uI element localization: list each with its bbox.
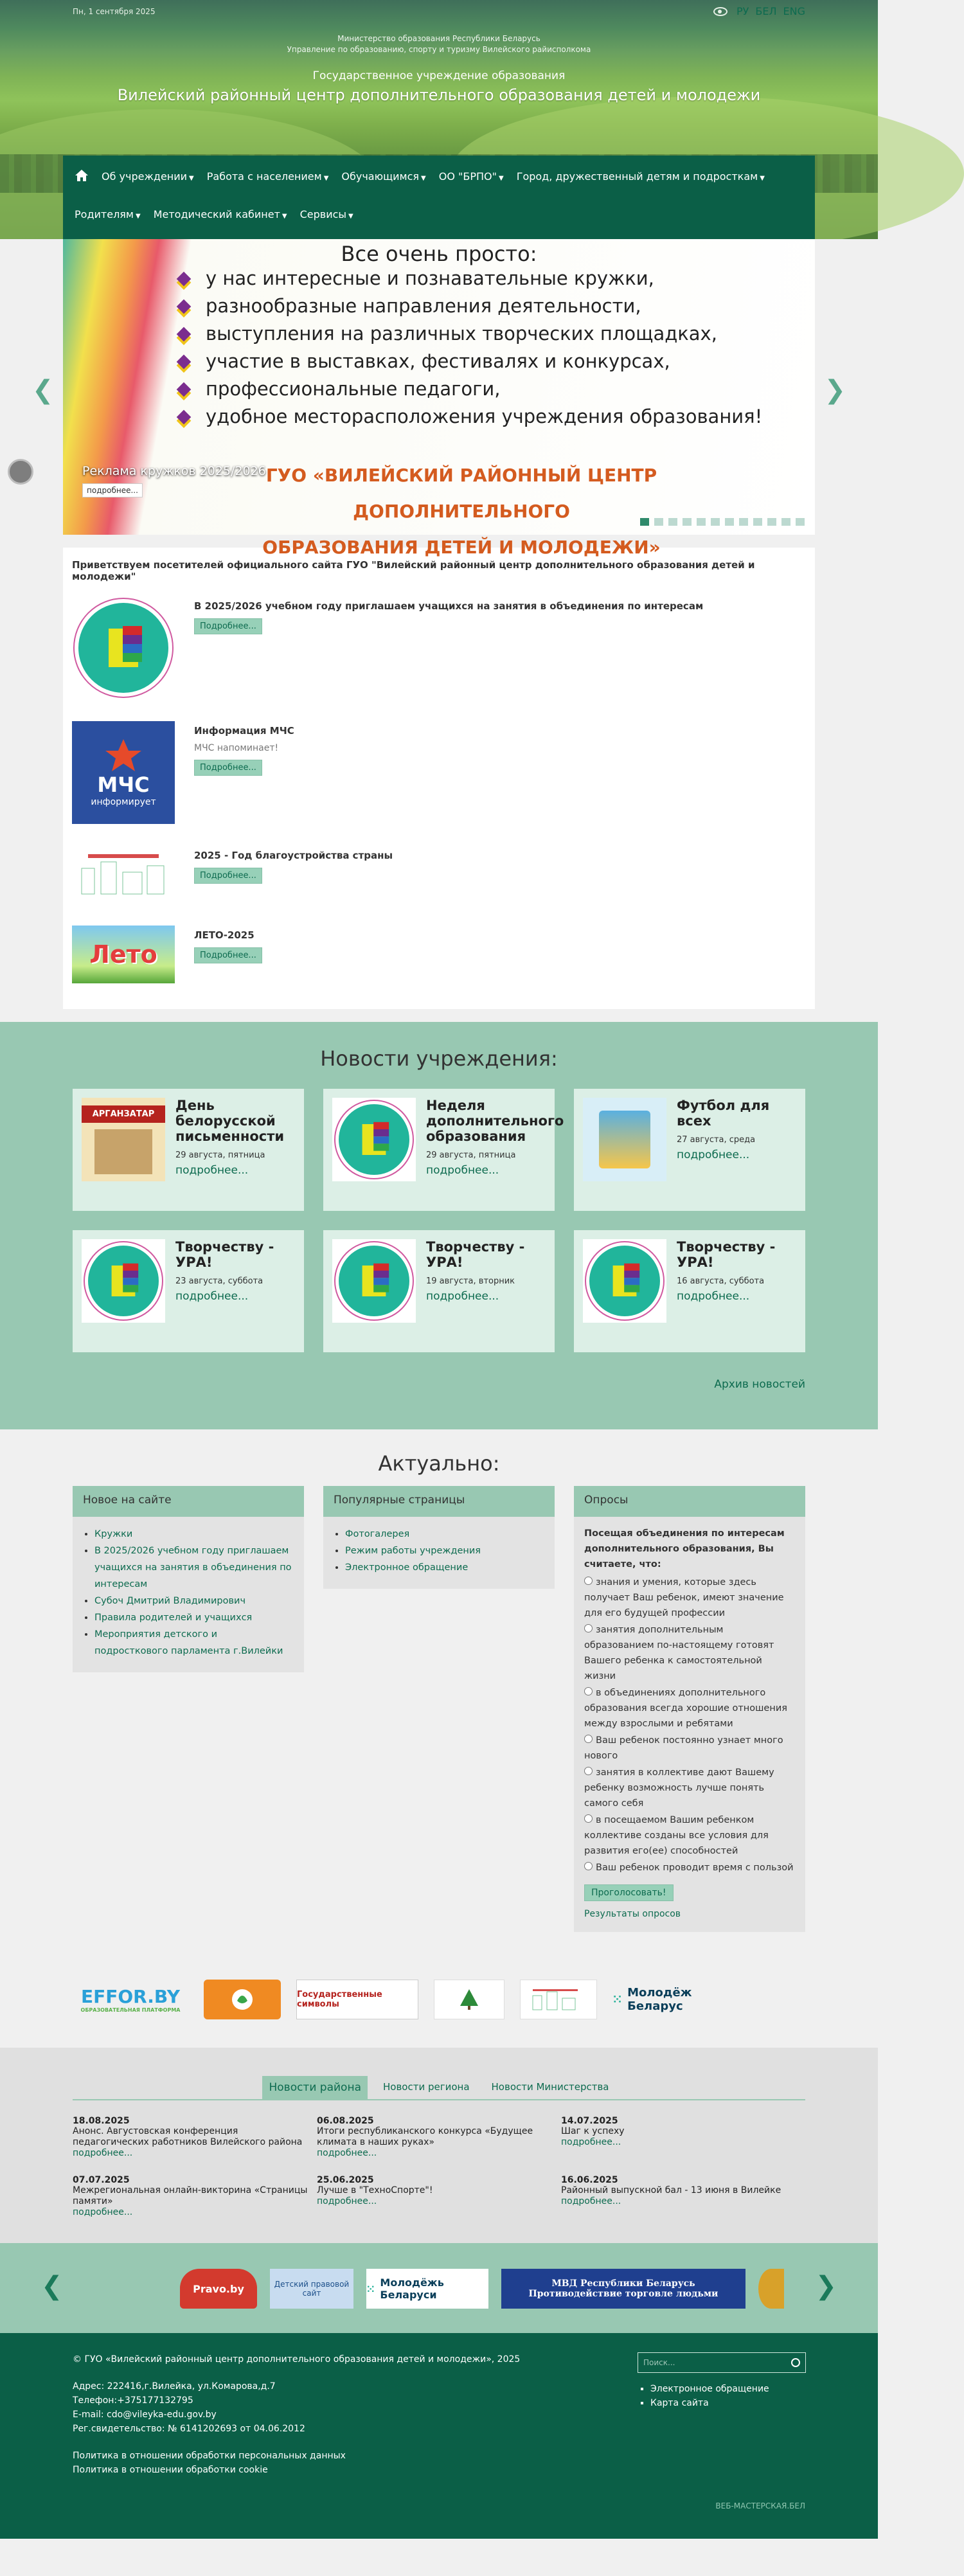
chevron-down-icon: ▼ xyxy=(421,175,426,182)
news-title[interactable]: Творчеству - УРА! xyxy=(677,1239,776,1270)
new-link[interactable]: В 2025/2026 учебном году приглашаем учащихся на занятия в объединения по интересам xyxy=(94,1546,292,1589)
news-image[interactable] xyxy=(332,1098,416,1181)
actual-title: Актуально: xyxy=(378,1451,500,1476)
youth-banner[interactable] xyxy=(366,2269,488,2309)
mvd-banner[interactable] xyxy=(501,2269,745,2309)
popular-link[interactable]: Фотогалерея xyxy=(345,1529,410,1539)
news-more-link[interactable]: подробнее... xyxy=(677,1149,750,1161)
summer-image[interactable] xyxy=(72,926,175,983)
footer-reg: Рег.свидетельство: № 6141202693 от 04.06.2012 xyxy=(73,2424,305,2434)
youth-banner-text: Молодёжь Беларуси xyxy=(380,2276,444,2301)
news-image-banner: АРГАНЗАТАР xyxy=(82,1105,165,1123)
nav-parents[interactable] xyxy=(68,208,147,220)
more-button[interactable]: Подробнее... xyxy=(194,947,262,963)
slide-heading: Все очень просто: xyxy=(341,242,537,266)
slide-more-button[interactable]: подробнее... xyxy=(82,483,143,497)
poll-option[interactable] xyxy=(584,1622,795,1684)
state-symbols-logo[interactable] xyxy=(296,1980,418,2019)
nav-label: Работа с населением xyxy=(206,170,322,183)
hero-slider xyxy=(0,239,878,558)
nav-label: Сервисы xyxy=(299,208,347,220)
chevron-right-icon[interactable]: ❯ xyxy=(824,375,846,405)
bullet-text: профессиональные педагоги, xyxy=(206,378,501,400)
home-icon xyxy=(75,169,89,182)
region-news-item xyxy=(317,2116,561,2158)
region-news-more[interactable]: подробнее... xyxy=(561,2137,621,2147)
slide-bullets xyxy=(179,265,762,431)
region-news-item xyxy=(561,2175,805,2217)
news-section xyxy=(0,1022,878,1429)
panel-heading: Опросы xyxy=(574,1486,805,1517)
news-date: 27 августа, среда xyxy=(677,1135,756,1145)
lang-en[interactable]: ENG xyxy=(783,5,805,17)
slider-dot[interactable] xyxy=(668,518,677,526)
site-title[interactable]: Вилейский районный центр дополнительного образования детей и молодежи xyxy=(117,86,761,104)
effor-logo-subtext: ОБРАЗОВАТЕЛЬНАЯ ПЛАТФОРМА xyxy=(80,2007,181,2013)
chevron-right-icon[interactable]: ❯ xyxy=(815,2271,837,2301)
nav-services[interactable] xyxy=(294,208,360,220)
more-button[interactable]: Подробнее... xyxy=(194,868,262,884)
studio-credit[interactable]: ВЕБ-МАСТЕРСКАЯ.БЕЛ xyxy=(715,2501,805,2510)
banner-carousel xyxy=(0,2243,878,2333)
bullet-icon xyxy=(177,299,192,314)
poll-radio[interactable] xyxy=(584,1814,593,1823)
pravo-banner[interactable] xyxy=(180,2269,257,2309)
news-title[interactable]: День белорусской письменности xyxy=(175,1098,285,1144)
edu-portal-logo[interactable] xyxy=(204,1980,281,2019)
privacy-policy-link[interactable]: Политика в отношении обработки персональных данных xyxy=(73,2451,346,2461)
lang-ru[interactable]: РУ xyxy=(736,5,749,17)
actual-section xyxy=(0,1429,878,2048)
bullet-icon xyxy=(177,382,192,397)
green-logo[interactable] xyxy=(434,1980,504,2019)
year-logo-image[interactable] xyxy=(72,846,175,904)
slide-bullet xyxy=(179,320,762,348)
kids-law-banner-text: Детский правовой сайт xyxy=(274,2280,350,2298)
nav-label: Родителям xyxy=(75,208,134,220)
bullet-text: участие в выставках, фестивалях и конкурсах, xyxy=(206,350,670,372)
region-news-date: 25.06.2025 xyxy=(317,2175,374,2185)
news-more-link[interactable]: подробнее... xyxy=(175,1164,249,1177)
nav-label: ОО "БРПО" xyxy=(438,170,497,183)
footer-email[interactable]: E-mail: cdo@vileyka-edu.gov.by xyxy=(73,2410,217,2420)
poll-option[interactable] xyxy=(584,1575,795,1621)
welcome-item xyxy=(72,596,806,699)
new-link[interactable]: Кружки xyxy=(94,1529,133,1539)
slider-dot[interactable] xyxy=(767,518,776,526)
new-on-site-panel xyxy=(73,1486,304,1932)
slide-org xyxy=(217,458,706,566)
poll-option-text: занятия дополнительным образованием по-настоящему готовят Вашего ребенка к самостоятельной жизни xyxy=(584,1625,774,1681)
chevron-down-icon: ▼ xyxy=(323,175,329,182)
mchs-text: МЧС xyxy=(97,773,150,797)
nav-home[interactable] xyxy=(68,169,95,184)
popular-link[interactable]: Режим работы учреждения xyxy=(345,1546,481,1556)
region-news-more[interactable]: подробнее... xyxy=(317,2196,377,2206)
book-icon xyxy=(607,1260,643,1301)
tree-icon xyxy=(456,1987,482,2012)
welcome-item-title[interactable]: ЛЕТО-2025 xyxy=(194,929,254,941)
news-card[interactable] xyxy=(73,1230,304,1352)
slide-bullet xyxy=(179,348,762,375)
bullet-icon xyxy=(177,409,192,424)
slide-bullet xyxy=(179,403,762,431)
news-date: 29 августа, пятница xyxy=(175,1150,265,1160)
news-card[interactable] xyxy=(574,1089,805,1211)
region-news-item xyxy=(73,2175,317,2217)
region-news-date: 14.07.2025 xyxy=(561,2116,618,2126)
region-news-more[interactable]: подробнее... xyxy=(73,2207,133,2217)
news-image[interactable] xyxy=(583,1239,666,1323)
new-link[interactable]: Субоч Дмитрий Владимирович xyxy=(94,1596,246,1606)
nav-label: Методический кабинет xyxy=(153,208,280,220)
region-news-date: 16.06.2025 xyxy=(561,2175,618,2185)
news-date: 29 августа, пятница xyxy=(426,1150,516,1160)
poll-option-text: Ваш ребенок постоянно узнает много нового xyxy=(584,1735,783,1761)
slider-dot[interactable] xyxy=(697,518,706,526)
news-tabs xyxy=(73,2076,805,2100)
slide-bullet xyxy=(179,265,762,292)
region-news-section xyxy=(0,2048,878,2243)
poll-option-text: Ваш ребенок проводит время с пользой xyxy=(596,1863,794,1873)
bullet-icon xyxy=(177,354,192,369)
news-title[interactable]: Футбол для всех xyxy=(677,1098,770,1129)
city-drawing-icon xyxy=(526,1987,591,2012)
poll-option[interactable] xyxy=(584,1812,795,1859)
leaf-icon xyxy=(229,1987,255,2012)
low-vision-icon[interactable] xyxy=(713,7,727,16)
slider-dot[interactable] xyxy=(654,518,663,526)
new-link[interactable]: Правила родителей и учащихся xyxy=(94,1613,253,1623)
main-nav xyxy=(63,156,815,239)
footer-phone[interactable]: Телефон:+375177132795 xyxy=(73,2395,193,2406)
region-news-title[interactable]: Районный выпускной бал - 13 июня в Вилейке xyxy=(561,2185,781,2196)
news-more-link[interactable]: подробнее... xyxy=(426,1290,499,1303)
region-news-title[interactable]: Итоги республиканского конкурса «Будущее климата в наших руках» xyxy=(317,2126,533,2147)
slider-dot[interactable] xyxy=(725,518,734,526)
e-appeal-link[interactable]: Электронное обращение xyxy=(650,2384,769,2394)
center-logo-image[interactable] xyxy=(72,596,175,699)
region-news-title[interactable]: Лучше в "ТехноСпорте"! xyxy=(317,2185,433,2196)
chevron-down-icon: ▼ xyxy=(135,212,141,220)
summer-text: Лето xyxy=(89,940,157,969)
news-archive-link[interactable]: Архив новостей xyxy=(714,1378,805,1391)
region-news-date: 07.07.2025 xyxy=(73,2175,130,2185)
lang-be[interactable]: БЕЛ xyxy=(755,5,777,17)
nav-population[interactable] xyxy=(201,170,335,183)
bullet-text: у нас интересные и познавательные кружки, xyxy=(206,267,654,289)
news-card[interactable] xyxy=(323,1089,564,1211)
news-more-link[interactable]: подробнее... xyxy=(175,1290,249,1303)
slider-dot[interactable] xyxy=(739,518,748,526)
slide-bullet xyxy=(179,292,762,320)
region-news-item xyxy=(317,2175,561,2217)
bullet-icon xyxy=(177,326,192,341)
poll-radio[interactable] xyxy=(584,1862,593,1870)
region-news-title[interactable]: Анонс. Августовская конференция педагогических работников Вилейского района xyxy=(73,2126,303,2147)
partner-logos xyxy=(73,1977,805,2022)
poll-results-link[interactable]: Результаты опросов xyxy=(584,1909,681,1919)
footer-address: Адрес: 222416,г.Вилейка, ул.Комарова,д.7 xyxy=(73,2381,276,2392)
nav-about[interactable] xyxy=(95,170,201,183)
mvd-banner-title: МВД Республики Беларусь xyxy=(551,2278,695,2289)
region-news-more[interactable]: подробнее... xyxy=(73,2148,133,2158)
region-news-title[interactable]: Шаг к успеху xyxy=(561,2126,625,2136)
poll-radio[interactable] xyxy=(584,1767,593,1775)
news-image[interactable] xyxy=(82,1239,165,1323)
slide-org-line-1: ГУО «ВИЛЕЙСКИЙ РАЙОННЫЙ ЦЕНТР ДОПОЛНИТЕЛЬНОГО xyxy=(265,465,657,522)
tab-ministry-news[interactable]: Новости Министерства xyxy=(491,2081,609,2093)
slide[interactable] xyxy=(63,239,815,558)
welcome-item xyxy=(72,926,806,983)
nav-label: Об учреждении xyxy=(102,170,188,183)
nav-label: Обучающимся xyxy=(341,170,420,183)
tab-region-news[interactable]: Новости региона xyxy=(382,2081,470,2093)
chevron-down-icon: ▼ xyxy=(189,175,194,182)
panel-heading: Популярные страницы xyxy=(323,1486,555,1517)
slider-dot[interactable] xyxy=(753,518,762,526)
book-icon xyxy=(101,622,146,674)
ministry-line-1: Министерство образования Республики Беларусь xyxy=(337,34,540,43)
ministry-line-2: Управление по образованию, спорту и туризму Вилейского райисполкома xyxy=(287,45,591,54)
popular-link[interactable]: Электронное обращение xyxy=(345,1562,469,1573)
news-more-link[interactable]: подробнее... xyxy=(426,1164,499,1177)
search-icon[interactable] xyxy=(791,2358,800,2367)
mchs-emblem-icon xyxy=(104,738,143,773)
poll-panel xyxy=(574,1486,805,1932)
poll-option-text: знания и умения, которые здесь получает Ваш ребенок, имеют значение для его будущей профессии xyxy=(584,1577,784,1618)
chevron-down-icon: ▼ xyxy=(281,212,287,220)
search-placeholder: Поиск... xyxy=(643,2358,675,2367)
nav-method[interactable] xyxy=(147,208,294,220)
poll-option[interactable] xyxy=(584,1733,795,1764)
effor-logo[interactable] xyxy=(73,1980,188,2019)
dots-icon: ⁙ xyxy=(366,2282,375,2295)
news-title[interactable]: Неделя дополнительного образования xyxy=(426,1098,564,1144)
more-button[interactable]: Подробнее... xyxy=(194,618,262,634)
copyright: © ГУО «Вилейский районный центр дополнительного образования детей и молодежи», 2025 xyxy=(73,2354,521,2365)
news-image[interactable] xyxy=(583,1098,666,1181)
welcome-section xyxy=(0,535,878,1022)
poll-option[interactable] xyxy=(584,1685,795,1731)
sitemap-link[interactable]: Карта сайта xyxy=(650,2398,709,2408)
news-title[interactable]: Творчеству - УРА! xyxy=(426,1239,525,1270)
partial-banner[interactable] xyxy=(758,2269,784,2309)
cookie-policy-link[interactable]: Политика в отношении обработки cookie xyxy=(73,2465,268,2475)
bullet-text: выступления на различных творческих площадках, xyxy=(206,323,717,344)
site-footer xyxy=(0,2333,878,2539)
news-image-books xyxy=(94,1129,152,1174)
poll-question: Посещая объединения по интересам дополнительного образования, Вы считаете, что: xyxy=(584,1528,785,1570)
poll-radio[interactable] xyxy=(584,1735,593,1743)
region-news-more[interactable]: подробнее... xyxy=(561,2196,621,2206)
welcome-item-text: МЧС напоминает! xyxy=(194,743,279,753)
nav-students[interactable] xyxy=(335,170,432,183)
more-button[interactable]: Подробнее... xyxy=(194,760,262,776)
tab-district-news[interactable]: Новости района xyxy=(262,2076,368,2099)
poll-radio[interactable] xyxy=(584,1577,593,1585)
poll-radio[interactable] xyxy=(584,1624,593,1632)
site-header xyxy=(0,0,878,239)
book-icon xyxy=(356,1119,392,1160)
youth-logo-text: Молодёж Беларус xyxy=(627,1986,692,2013)
poll-option[interactable] xyxy=(584,1765,795,1811)
kids-law-banner[interactable] xyxy=(270,2269,353,2309)
region-news-date: 06.08.2025 xyxy=(317,2116,374,2126)
region-news-title[interactable]: Межрегиональная онлайн-викторина «Страницы памяти» xyxy=(73,2185,308,2206)
mchs-image[interactable] xyxy=(72,721,175,824)
welcome-item-title[interactable]: В 2025/2026 учебном году приглашаем учащихся на занятия в объединения по интересам xyxy=(194,600,704,612)
news-date: 16 августа, суббота xyxy=(677,1276,765,1286)
current-date: Пн, 1 сентября 2025 xyxy=(73,7,156,16)
dots-icon: ⁙ xyxy=(612,1992,623,2007)
slider-dot[interactable] xyxy=(711,518,720,526)
news-image[interactable] xyxy=(332,1239,416,1323)
chevron-down-icon: ▼ xyxy=(498,175,504,182)
poll-option-text: в посещаемом Вашим ребенком коллективе созданы все условия для развития его(ее) способностей xyxy=(584,1815,769,1856)
poll-option-text: занятия в коллективе дают Вашему ребенку возможность лучше понять самого себя xyxy=(584,1767,774,1809)
nav-label: Город, дружественный детям и подросткам xyxy=(516,170,758,183)
welcome-item-title[interactable]: Информация МЧС xyxy=(194,725,294,737)
slider-dot[interactable] xyxy=(640,518,649,526)
slide-bullet xyxy=(179,375,762,403)
chevron-left-icon[interactable]: ❮ xyxy=(41,2271,63,2301)
chevron-down-icon: ▼ xyxy=(348,212,353,220)
welcome-heading: Приветствуем посетителей официального сайта ГУО "Вилейский районный центр дополнительного образования детей и молодежи" xyxy=(72,559,755,582)
youth-logo[interactable] xyxy=(612,1980,715,2019)
org-type: Государственное учреждение образования xyxy=(312,69,566,82)
pravo-banner-text: Pravo.by xyxy=(193,2282,244,2295)
news-date: 19 августа, вторник xyxy=(426,1276,515,1286)
news-image[interactable] xyxy=(82,1098,165,1181)
new-link[interactable]: Мероприятия детского и подросткового парламента г.Вилейки xyxy=(94,1629,283,1656)
mvd-banner-subtitle: Противодействие торговле людьми xyxy=(528,2289,719,2299)
nav-brpo[interactable] xyxy=(433,170,510,183)
state-symbols-text: Государственные символы xyxy=(297,1990,382,2009)
book-icon xyxy=(105,1260,141,1301)
slider-dots xyxy=(640,518,805,526)
poll-radio[interactable] xyxy=(584,1687,593,1695)
poll-option[interactable] xyxy=(584,1860,795,1875)
region-news-more[interactable]: подробнее... xyxy=(317,2148,377,2158)
chevron-down-icon: ▼ xyxy=(760,175,765,182)
news-date: 23 августа, суббота xyxy=(175,1276,263,1286)
year-logo[interactable] xyxy=(520,1980,597,2019)
footer-search-input[interactable] xyxy=(638,2352,806,2373)
slider-dot[interactable] xyxy=(796,518,805,526)
panel-heading: Новое на сайте xyxy=(73,1486,304,1517)
poll-option-text: в объединениях дополнительного образования всегда хорошие отношения между взрослыми и ребятами xyxy=(584,1688,787,1729)
book-icon xyxy=(356,1260,392,1301)
slider-dot[interactable] xyxy=(781,518,790,526)
welcome-item xyxy=(72,721,806,824)
news-card[interactable] xyxy=(73,1089,304,1211)
mchs-subtext: информирует xyxy=(91,797,156,807)
vote-button[interactable]: Проголосовать! xyxy=(584,1884,674,1901)
news-more-link[interactable]: подробнее... xyxy=(677,1290,750,1303)
bullet-text: разнообразные направления деятельности, xyxy=(206,295,641,317)
news-title[interactable]: Творчеству - УРА! xyxy=(175,1239,274,1270)
region-news-item xyxy=(73,2116,317,2158)
nav-city[interactable] xyxy=(510,170,771,183)
popular-pages-panel xyxy=(323,1486,555,1932)
news-card[interactable] xyxy=(574,1230,805,1352)
slide-org-line-2: ОБРАЗОВАНИЯ ДЕТЕЙ И МОЛОДЕЖИ» xyxy=(262,537,661,558)
news-card[interactable] xyxy=(323,1230,555,1352)
bullet-text: удобное месторасположения учреждения образования! xyxy=(206,406,763,427)
city-drawing-icon xyxy=(75,849,172,900)
news-image-poster xyxy=(599,1111,650,1168)
bullet-icon xyxy=(177,271,192,286)
slider-dot[interactable] xyxy=(683,518,692,526)
news-section-title: Новости учреждения: xyxy=(320,1046,558,1071)
welcome-item xyxy=(72,846,806,904)
region-news-date: 18.08.2025 xyxy=(73,2116,130,2126)
slide-caption: Реклама кружков 2025/2026 xyxy=(82,464,266,478)
ministry-text xyxy=(0,33,878,55)
effor-logo-text: EFFOR.BY xyxy=(81,1986,180,2007)
accessibility-icon[interactable] xyxy=(8,459,33,485)
region-news-item xyxy=(561,2116,805,2158)
chevron-left-icon[interactable]: ❮ xyxy=(32,375,54,405)
welcome-item-title[interactable]: 2025 - Год благоустройства страны xyxy=(194,850,393,861)
